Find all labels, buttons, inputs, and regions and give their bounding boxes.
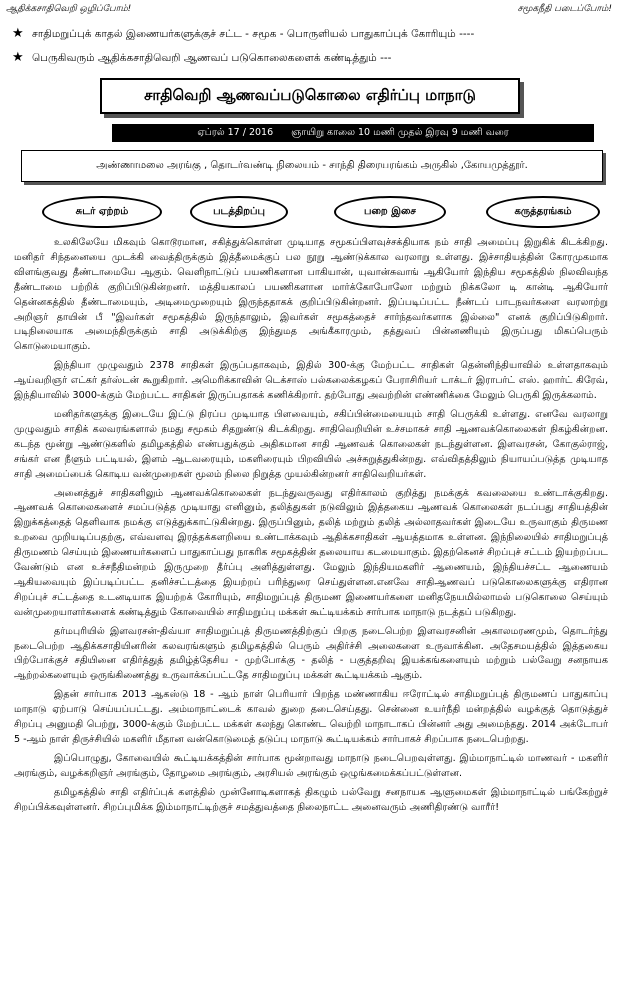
paragraph: தமிழகத்தில் சாதி எதிர்ப்புக் களத்தில் முன்னோடிகளாகத் திகழும் பல்வேறு சனநாயக ஆளுமைகள் இம்மாநாட்டில் பங்கேற்றுச் சிறப்பிக்கவுள்ளனர். சிறப்புமிக்க இம்மாநாட்டிற்குச் சமத்துவத்தை நிலைநாட்ட அனைவரும் அணிதிரண்டு வாரீர்!: [14, 786, 608, 813]
event-time: ஞாயிறு காலை 10 மணி முதல் இரவு 9 மணி வரை: [291, 127, 509, 138]
event-oval-parai-music: பறை இசை: [334, 196, 446, 228]
paragraph: அனைத்துச் சாதிகளிலும் ஆணவக்கொலைகள் நடந்துவருவது எதிர்காலம் குறித்து நமக்குக் கவலையை உண்டாக்குகிறது. ஆணவக் கொலைகளைச் சமப்படுத்த முடியாது எனினும், தலித்துகள் நடுவிலும் இத்தகைய ஆணவக் கொலைகள் நடப்பது சாதியத்தின் இறுக்கத்தைத் தெளிவாக நமக்கு எடுத்துக்காட்டுகின்றது. இருப்பினும், தலித் மற்றும் தலித் அல்லாதவர்கள் இடையே உருவாகும் திருமண உறவை முறியடிப்பதற்கு, எவ்வளவு இரத்தக்களறியை உண்டாக்கவும் ஆதிக்கசாதிகள் ஆயத்தமாக உள்ளன. இந்நிலையில் சாதிமறுப்புத் திருமணம் செய்யும் இணையர்களைப் பாதுகாப்பது நாகரிக சமூகத்தின் தலையாய கடமையாகும். இதற்கெனச் சிறப்புச் சட்டம் இயற்றப்பட வேண்டும் என உச்சநீதிமன்றம் இருமுறை தீர்ப்பு அளித்துள்ளது. மேலும் இந்தியமகளிர் ஆணையம், இந்தியச்சட்ட ஆணையம் ஆகியவையும் இப்படிப்பட்ட தனிச்சட்டத்தை இயற்றப் பரிந்துரை செய்துள்ளன.எனவே சாதிஆணவப் படுகொலைகளுக்கு எதிரான சிறப்புச் சட்டத்தை உடனடியாக இயற்றக் கோரியும், சாதிமறுப்புத் திருமண இணையர்களை மனிதநேயமில்லாமல் படுகொலை செய்யும் வன்முறையாளர்களைக் கண்டித்தும் கோவையில் சாதிமறுப்பு மக்கள் கூட்டியக்கம் சார்பாக மாநாடு நடத்தப் படுகிறது.: [14, 487, 608, 618]
bullet-text: சாதிமறுப்புக் காதல் இணையர்களுக்குச் சட்ட - சமூக - பொருளியல் பாதுகாப்புக் கோரியும் ----: [32, 28, 475, 40]
event-oval-portrait-unveiling: படத்திறப்பு: [190, 196, 288, 228]
date-bar: [112, 124, 594, 142]
star-icon: ★: [12, 26, 24, 41]
bullet-text: பெருகிவரும் ஆதிக்கசாதிவெறி ஆணவப் படுகொலைகளைக் கண்டித்தும் ---: [32, 52, 392, 64]
event-oval-seminar: கருத்தரங்கம்: [486, 196, 600, 228]
paragraph: மனிதர்களுக்கு இடையே இட்டு நிரப்ப முடியாத பிளவையும், சகிப்பின்மையையும் சாதி பெருக்கி உள்ளது. எனவே வரலாறு முழுவதும் சாதிக் கலவரங்களால் நமது சமூகம் சிதறுண்டு கிடக்கிறது. சாதிவெறியின் உச்சமாகச் சாதி ஆணவக்கொலைகள் நிகழ்கின்றன. கடந்த மூன்று ஆண்டுகளில் தமிழகத்தில் எண்பதுக்கும் அதிகமான சாதி ஆணவக் கொலைகள் நடந்துள்ளன. இளவரசன், கோகுல்ராஜ், சங்கர் என நீளும் பட்டியல், இளம் ஆடவரையும், மகளிரையும் பிறவியில் அச்சுறுத்துகின்றது. எவ்விதத்திலும் நியாயப்படுத்த முடியாத சாதி அமைப்பைக் கொடிய வன்முறைகள் மூலம் நிலை நிறுத்த முயல்கின்றனர் சாதிவெறியர்கள்.: [14, 408, 608, 480]
paragraph: இந்தியா முழுவதும் 2378 சாதிகள் இருப்பதாகவும், இதில் 300-க்கு மேற்பட்ட சாதிகள் தென்னிந்தியாவில் உள்ளதாகவும் ஆய்வறிஞர் எட்கர் தர்ஸ்டன் கூறுகிறார். அமெரிக்காவின் டெக்சாஸ் பல்கலைக்கழகப் பேராசிரியர் டாக்டர் இராபர்ட் எஸ். ஹார்ட் கிரேவ், இந்தியாவில் 3000-க்கும் மேற்பட்ட சாதிகள் இருப்பதாகக் கணிக்கிறார். தற்போது அவற்றின் எண்ணிக்கை மேலும் பெருகி இருக்கலாம்.: [14, 360, 608, 402]
venue-box: அண்ணாமலை அரங்கு , தொடர்வண்டி நிலையம் - சாந்தி திரையரங்கம் அருகில் ,கோயமுத்தூர்.: [21, 150, 603, 182]
bullet-item: [12, 26, 474, 41]
paragraph: இதன் சார்பாக 2013 ஆகஸ்டு 18 - ஆம் நாள் பெரியார் பிறந்த மண்ணாகிய ஈரோட்டில் சாதிமறுப்புத் திருமணப் பாதுகாப்பு மாநாடு ஏற்பாடு செய்யப்பட்டது. அம்மாநாட்டைக் காவல் துறை தடைசெய்தது. சென்னை உயர்நீதி மன்றத்தில் வழக்குத் தொடுத்துச் சிறப்பு அனுமதி பெற்று, 3000-க்கும் மேற்பட்ட மக்கள் கலந்து கொண்ட வெற்றி மாநாடாகப் பின்னர் அது அமைந்தது. 2014 அக்டோபர் 5 -ஆம் நாள் திருச்சியில் மகளிர் மீதான வன்கொடுமைத் தடுப்பு மாநாடு கூட்டியக்கம் சார்பாகச் சிறப்பாக நடைபெற்றது.: [14, 689, 608, 745]
star-icon: ★: [12, 50, 24, 65]
paragraph: இப்பொழுது, கோவையில் கூட்டியக்கத்தின் சார்பாக மூன்றாவது மாநாடு நடைபெறவுள்ளது. இம்மாநாட்டில் மாணவர் - மகளிர் அரங்கும், வழக்கறிஞர் அரங்கும், தோழமை அரங்கும், அரசியல் அரங்கும் ஒழுங்கமைக்கப்பட்டுள்ளன.: [14, 752, 608, 779]
body-text: [14, 236, 608, 820]
event-oval-torch: சுடர் ஏற்றம்: [42, 196, 162, 228]
paragraph: தர்மபுரியில் இளவரசன்-திவ்யா சாதிமறுப்புத் திருமணத்திற்குப் பிறகு நடைபெற்ற இளவரசனின் அகாலமரணமும், தொடர்ந்து நடைபெற்ற ஆதிக்கசாதியினரின் கலவரங்களும் தமிழகத்தில் பெரும் அதிர்ச்சி அலைகளை உருவாக்கின. அதேசமயத்தில் இத்தகைய பிற்போக்குச் சதியினை எதிர்த்துத் தமிழ்த்தேசிய - முற்போக்கு - தலித் - பகுத்தறிவு இயக்கங்களையும் மற்றும் பல்வேறு சனநாயக ஆற்றல்களையும் ஒருங்கிணைத்து உருவாக்கப்பட்டதே சாதிமறுப்பு மக்கள் கூட்டியக்கம் ஆகும்.: [14, 625, 608, 682]
page-title: சாதிவெறி ஆணவப்படுகொலை எதிர்ப்பு மாநாடு: [100, 78, 520, 114]
bullet-item: [12, 50, 391, 65]
header-left-slogan: ஆதிக்கசாதிவெறி ஒழிப்போம்!: [6, 4, 132, 14]
title-box: [100, 78, 520, 114]
paragraph: உலகிலேயே மிகவும் கொடூரமான, சகித்துக்கொள்ள முடியாத சமூகப்பிளவுச்சக்தியாக நம் சாதி அமைப்பு இறுகிக் கிடக்கிறது. மனிதர் சிந்தனையை முடக்கி வைத்திருக்கும் இத்தீமைக்குப் பல நூறு ஆண்டுக்கால வரலாறு உள்ளது. இச்சாதியத்தின் கோரமுகமாக விளங்குவது தீண்டாமையே ஆகும். வெளிநாட்டுப் பயணிகளான பாகியான், யுவான்சுவாங் ஆகியோர் இந்திய சமூகத்தில் நிலவிவந்த தீண்டாமை பற்றிக் குறிப்பிடுகின்றனர். மத்தியகாலப் பயணிகளான மார்க்கோபோலோ மற்றும் நிக்கலோ டி கான்டி ஆகியோர் தென்னகத்தில் தீண்டாமையும், அடிமைமுறையும் இருந்ததாகக் குறிப்பிடுகின்றனர். இப்படிப்பட்ட நீண்டப் பாடநவர்களை வரலாற்று அறிஞர் தாயின் பீ "இவர்கள் சமூகத்தில் இருந்தாலும், இவர்கள் சமூகத்தைச் சார்ந்தவர்களாக இல்லை" எனக் குறிப்பிடுகிறார். படிநிலையாக அமைந்திருக்கும் சாதி அடுக்கிற்கு இந்துமத அங்கீகாரமும், தத்துவப் பின்னணியும் இருப்பது மிகப்பெரும் கொடுமையாகும்.: [14, 237, 608, 353]
header-right-slogan: சமூகநீதி படைப்போம்!: [517, 4, 612, 14]
event-date: ஏப்ரல் 17 / 2016: [197, 127, 274, 138]
